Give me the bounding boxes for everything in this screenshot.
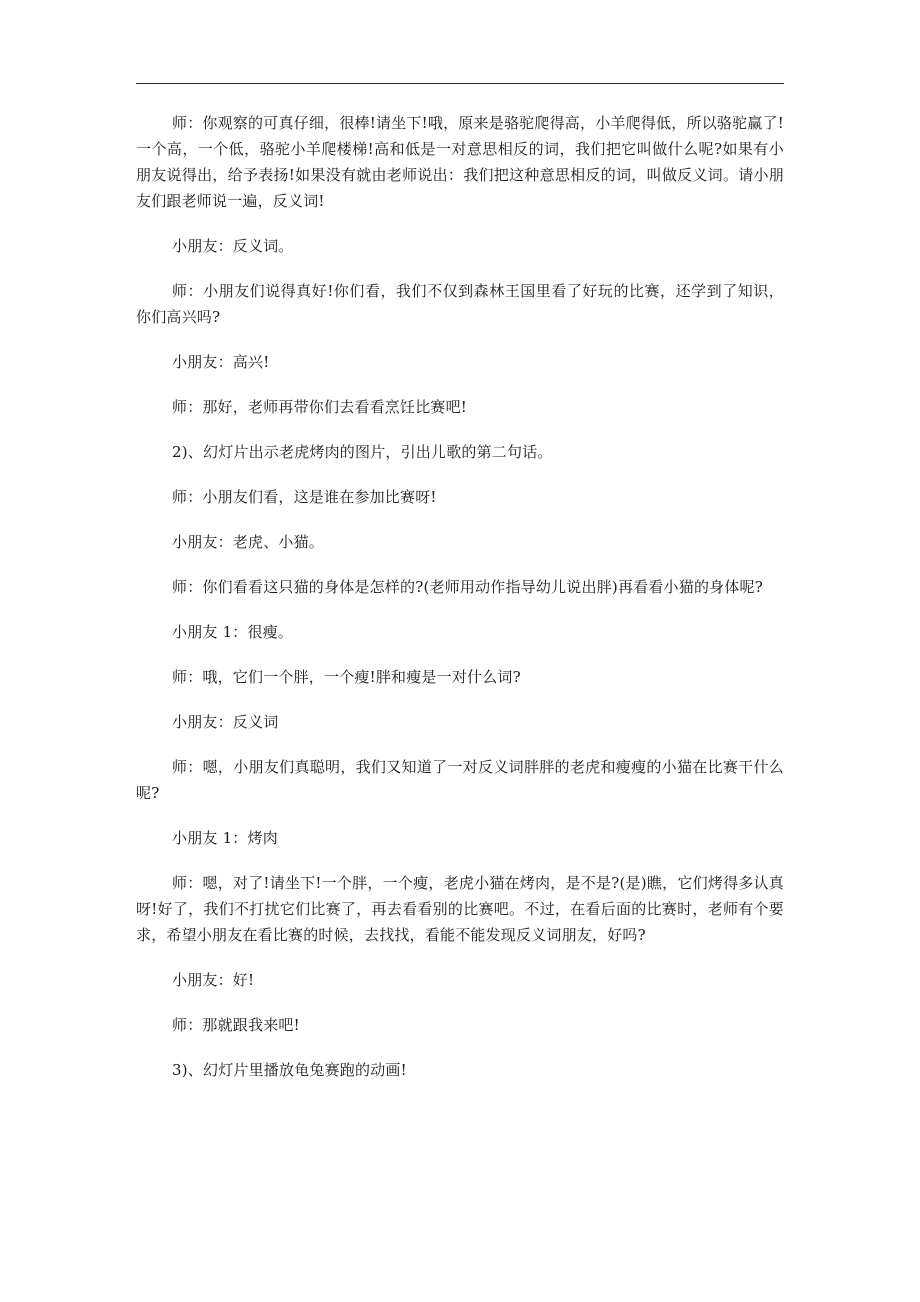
paragraph-teacher-fat-thin: 师：哦，它们一个胖，一个瘦!胖和瘦是一对什么词? xyxy=(172,668,521,686)
header-rule xyxy=(136,83,784,84)
paragraph-teacher-cooking-contest: 师：那好，老师再带你们去看看烹饪比赛吧! xyxy=(172,398,468,416)
paragraph-children-antonym-2: 小朋友：反义词 xyxy=(172,713,279,731)
paragraph-step-2-slide: 2)、幻灯片出示老虎烤肉的图片，引出儿歌的第二句话。 xyxy=(172,443,553,461)
paragraph-teacher-cat-body: 师：你们看看这只猫的身体是怎样的?(老师用动作指导幼儿说出胖)再看看小猫的身体呢? xyxy=(172,578,763,596)
paragraph-teacher-who-competes: 师：小朋友们看，这是谁在参加比赛呀! xyxy=(172,488,437,506)
document-body xyxy=(136,110,784,1102)
paragraph-teacher-next-contest: 师：嗯，对了!请坐下!一个胖，一个瘦，老虎小猫在烤肉，是不是?(是)瞧，它们烤得多认真呀!好了，我们不打扰它们比赛了，再去看看别的比赛吧。不过，在看后面的比赛时，老师有个要求，希望小朋友在看比赛的时候，去找找，看能不能发现反义词朋友，好吗? xyxy=(136,874,784,944)
paragraph-teacher-forest-kingdom: 师：小朋友们说得真好!你们看，我们不仅到森林王国里看了好玩的比赛，还学到了知识，你们高兴吗? xyxy=(136,282,784,326)
paragraph-step-3-animation: 3)、幻灯片里播放龟兔赛跑的动画! xyxy=(172,1061,407,1079)
paragraph-teacher-praise-camel: 师：你观察的可真仔细，很棒!请坐下!哦，原来是骆驼爬得高，小羊爬得低，所以骆驼赢了!一个高，一个低，骆驼小羊爬楼梯!高和低是一对意思相反的词，我们把它叫做什么呢?如果有小朋友说得出，给予表扬!如果没有就由老师说出：我们把这种意思相反的词，叫做反义词。请小朋友们跟老师说一遍，反义词! xyxy=(136,114,784,210)
paragraph-teacher-smart-kids: 师：嗯，小朋友们真聪明，我们又知道了一对反义词胖胖的老虎和瘦瘦的小猫在比赛干什么呢? xyxy=(136,758,784,802)
paragraph-teacher-follow-me: 师：那就跟我来吧! xyxy=(172,1016,300,1034)
paragraph-children-tiger-cat: 小朋友：老虎、小猫。 xyxy=(172,533,325,551)
paragraph-children-antonym: 小朋友：反义词。 xyxy=(172,237,294,255)
paragraph-child-very-thin: 小朋友 1：很瘦。 xyxy=(172,623,294,641)
paragraph-children-happy: 小朋友：高兴! xyxy=(172,353,270,371)
paragraph-children-ok: 小朋友：好! xyxy=(172,971,255,989)
paragraph-child-roast-meat: 小朋友 1：烤肉 xyxy=(172,829,278,847)
